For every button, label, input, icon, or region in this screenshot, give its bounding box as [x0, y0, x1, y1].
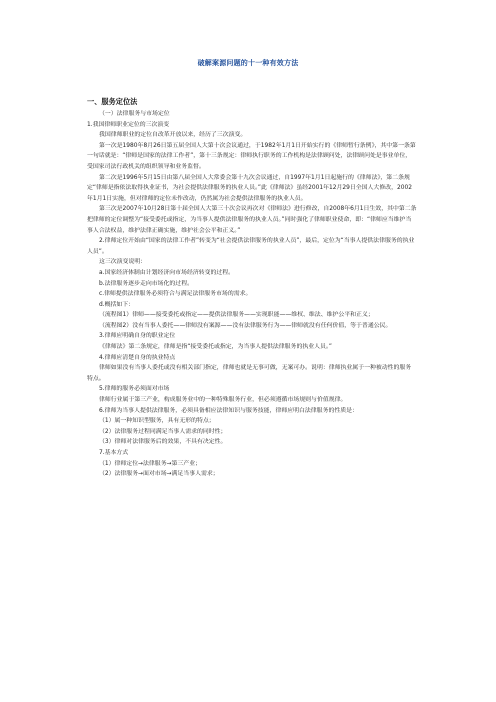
- paragraph: （流程图2）没有当事人委托——律师没有案源——没有法律服务行为——律师就没有任何价值，等于普通公民。: [99, 322, 392, 329]
- paragraph: （1）属一种知识型服务，具有无形的特点；: [99, 418, 215, 425]
- paragraph: 第三次是2007年10月28日第十届全国人大第三十次会议再次对《律师法》进行修改，自2008年6月1日生效，其中第二条把律师的定位调整为“接受委托或指定，为当事人提供法律服务的执业人员。”同时强化了律师职业使命，即：“律师应当维护当事人合法权益，维护法律正确实施，维护社会公平和正义。”: [87, 206, 417, 234]
- paragraph: a.国家经济体制由计划经济向市场经济转变的过程。: [99, 269, 235, 276]
- paragraph: 5.律师的服务必须面对市场: [99, 386, 170, 393]
- paragraph: 7.基本方式: [99, 450, 129, 456]
- paragraph-list: [87, 109, 417, 480]
- paragraph: （1）律师定位→法律服务→第三产业；: [99, 460, 201, 467]
- paragraph: c.律师提供法律服务必须符合与满足法律服务市场的需求。: [99, 291, 252, 298]
- section-heading: 一、服务定位法: [87, 97, 138, 106]
- paragraph: （2）法律服务→面对市场→满足当事人需求；: [99, 471, 219, 478]
- paragraph: 6.律师为当事人提供法律服务，必须具备相应法律知识与服务技能，律师应明白法律服务的性质是：: [99, 407, 358, 414]
- paragraph: 律师行业属于第三产业，构成服务业中的一种特殊服务行业，但必须遵循市场规则与价值规律。: [99, 397, 347, 404]
- paragraph: （流程图1）律师——接受委托或指定——提供法律服务——实现职能——维权、维法、维护公平和正义；: [99, 312, 374, 319]
- paragraph: （3）律师对法律服务后的效果，不具有决定性。: [99, 439, 227, 446]
- paragraph: 3.律师应明确自身的职业定位: [99, 333, 176, 340]
- paragraph: （2）法律服务过程同满足当事人需求的同时性；: [99, 428, 227, 435]
- paragraph: 第二次是1996年5月15日由第八届全国人大常委会第十九次会议通过，自1997年1月1日起施行的《律师法》，第二条规定“律师是指依法取得执业证书，为社会提供法律服务的执业人员。”此《律师法》虽经2001年12月29日全国人大修改，2002年1月1日实施，但对律师的定位未作改动，仍然属为社会提供法律服务的执业人员。: [87, 174, 412, 202]
- document-title: 破解案源问题的十一种有效方法: [197, 59, 299, 67]
- paragraph: （一）法律服务与市场定位: [99, 111, 170, 117]
- paragraph: 2.律师定位开始由“国家的法律工作者”转变为“社会提供法律服务的执业人员”，最后，定位为“当事人提供法律服务的执业人员”。: [87, 238, 415, 255]
- paragraph: 《律师法》第二条规定，律师是指“接受委托或指定，为当事人提供法律服务的执业人员。”: [99, 344, 332, 351]
- document-body: [87, 97, 417, 480]
- paragraph: 律师如果没有当事人委托或没有相关部门指定，律师也就是无事可做，无案可办。说明：律师执业属于一种被动性的服务特点。: [87, 365, 412, 382]
- paragraph: 1.我国律师职业定位的三次演变: [87, 121, 170, 128]
- paragraph: 4.律师应清楚自身的执业特点: [99, 354, 176, 361]
- paragraph: 这三次演变说明：: [99, 259, 147, 266]
- paragraph: 第一次是1980年8月26日第五届全国人大第十次会议通过，于1982年1月1日开始实行的《律师暂行条例》，其中第一条第一句话就是：“律师是国家的法律工作者”，第十三条规定：律师执行职务的工作机构是法律顾问处，法律顾问处是事业单位，受国家司法行政机关的组织领导和业务监督。: [87, 142, 416, 170]
- paragraph: d.概括如下：: [99, 301, 135, 308]
- paragraph: b.法律服务逐步走向市场化的过程。: [99, 280, 193, 287]
- paragraph: 我国律师职业的定位自改革开放以来，经历了三次演变。: [99, 132, 247, 139]
